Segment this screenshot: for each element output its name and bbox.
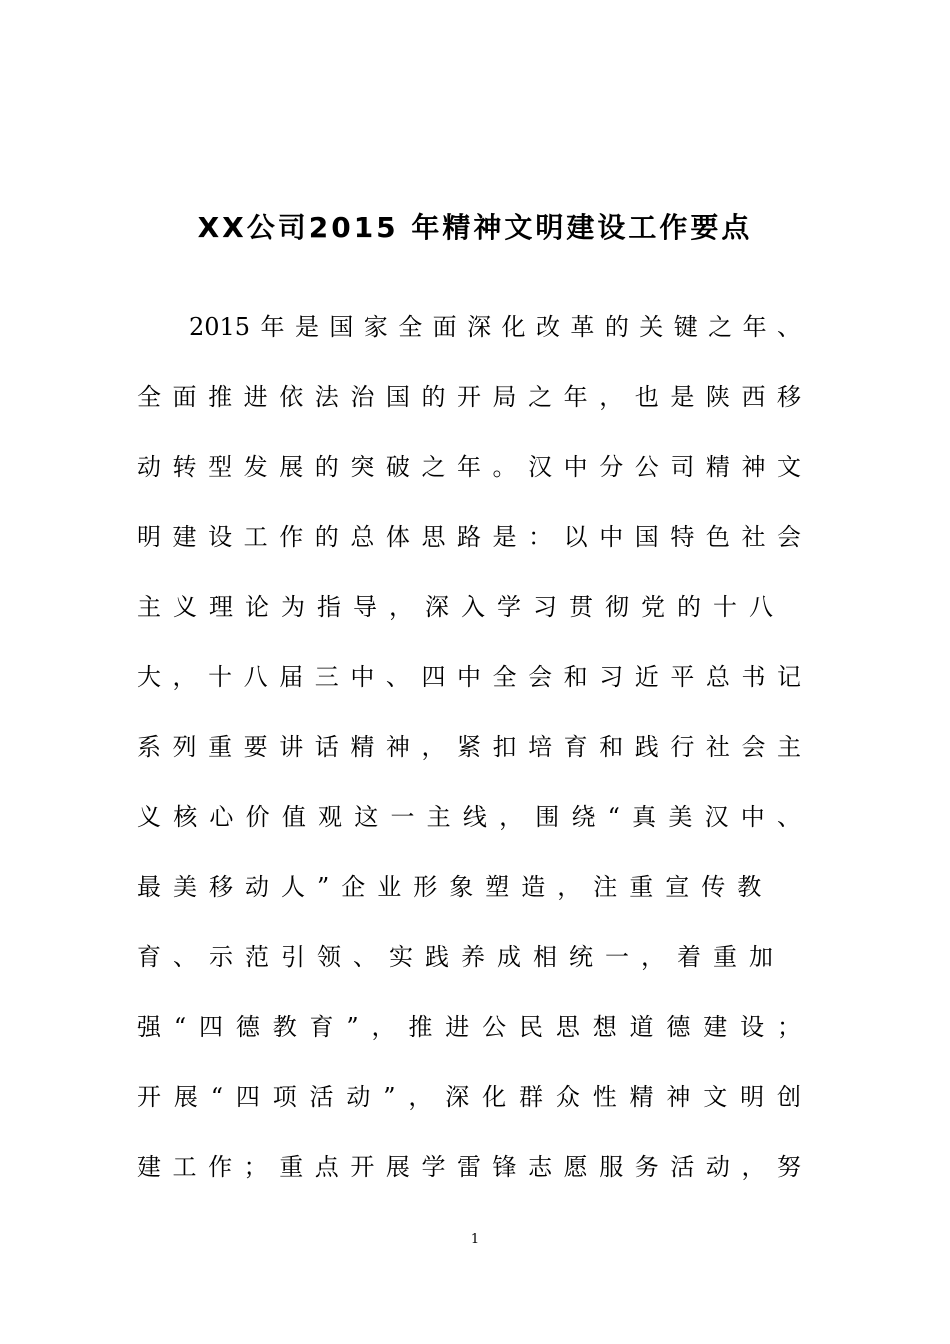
body-line-1: 2015年是国家全面深化改革的关键之年、 bbox=[189, 313, 801, 341]
document-body bbox=[137, 292, 801, 1202]
body-line-11: 强“四德教育”，推进公民思想道德建设； bbox=[137, 1013, 801, 1041]
body-line-10: 育、示范引领、实践养成相统一，着重加 bbox=[137, 943, 785, 971]
body-line-9: 最美移动人”企业形象塑造，注重宣传教 bbox=[137, 873, 774, 901]
body-line-4: 明建设工作的总体思路是：以中国特色社会 bbox=[137, 523, 801, 551]
body-line-6: 大，十八届三中、四中全会和习近平总书记 bbox=[137, 663, 801, 691]
body-line-3: 动转型发展的突破之年。汉中分公司精神文 bbox=[137, 453, 801, 481]
body-line-7: 系列重要讲话精神，紧扣培育和践行社会主 bbox=[137, 733, 801, 761]
body-line-8: 义核心价值观这一主线，围绕“真美汉中、 bbox=[137, 803, 801, 831]
body-line-5: 主义理论为指导，深入学习贯彻党的十八 bbox=[137, 593, 785, 621]
body-line-13: 建工作；重点开展学雷锋志愿服务活动，努 bbox=[137, 1153, 801, 1181]
document-title: XX公司2015 年精神文明建设工作要点 bbox=[197, 211, 753, 244]
body-line-12: 开展“四项活动”，深化群众性精神文明创 bbox=[137, 1083, 801, 1111]
page-number: 1 bbox=[470, 1232, 480, 1247]
body-line-2: 全面推进依法治国的开局之年，也是陕西移 bbox=[137, 383, 801, 411]
